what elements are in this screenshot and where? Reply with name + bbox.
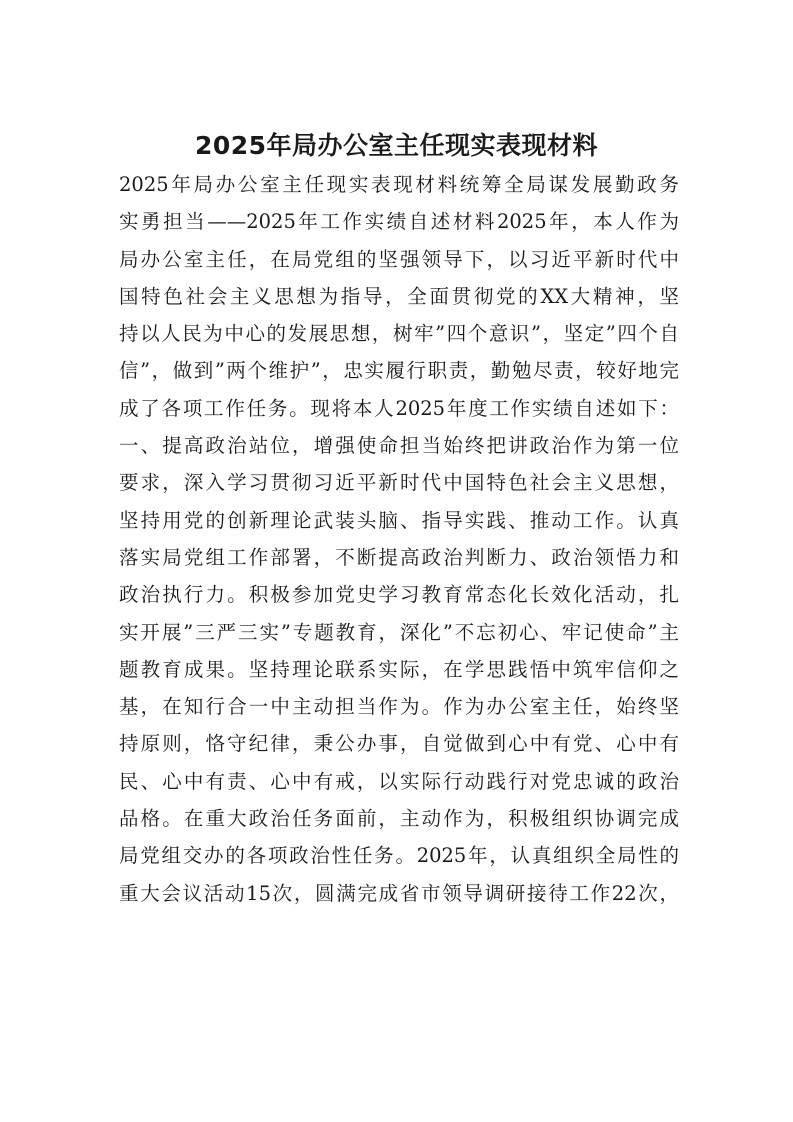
body-line-5: 持以人民为中心的发展思想，树牢”四个意识”，坚定”四个自 — [119, 322, 679, 346]
body-line-6: 信”，做到”两个维护”，忠实履行职责，勤勉尽责，较好地完 — [119, 359, 679, 383]
body-line-15: 基，在知行合一中主动担当作为。作为办公室主任，始终坚 — [119, 695, 679, 719]
body-line-8: 一、提高政治站位，增强使命担当始终把讲政治作为第一位 — [119, 434, 679, 458]
body-line-17: 民、心中有责、心中有戒，以实际行动践行对党忠诚的政治 — [119, 769, 679, 793]
body-line-11: 落实局党组工作部署，不断提高政治判断力、政治领悟力和 — [119, 545, 679, 569]
body-line-1: 2025年局办公室主任现实表现材料统筹全局谋发展勤政务 — [119, 173, 679, 196]
body-line-10: 坚持用党的创新理论武装头脑、指导实践、推动工作。认真 — [119, 508, 679, 532]
document-title: 2025年局办公室主任现实表现材料 — [194, 131, 599, 160]
body-line-14: 题教育成果。坚持理论联系实际，在学思践悟中筑牢信仰之 — [119, 657, 679, 681]
body-line-19: 局党组交办的各项政治性任务。2025年，认真组织全局性的 — [119, 844, 679, 868]
body-line-3: 局办公室主任，在局党组的坚强领导下，以习近平新时代中 — [119, 247, 679, 271]
body-line-18: 品格。在重大政治任务面前，主动作为，积极组织协调完成 — [119, 807, 679, 831]
document-body — [119, 166, 679, 912]
body-line-4: 国特色社会主义思想为指导，全面贯彻党的XX大精神，坚 — [119, 284, 679, 308]
body-line-16: 持原则，恪守纪律，秉公办事，自觉做到心中有党、心中有 — [119, 732, 679, 756]
body-line-2: 实勇担当——2025年工作实绩自述材料2025年，本人作为 — [119, 210, 679, 234]
body-line-20: 重大会议活动15次，圆满完成省市领导调研接待工作22次， — [119, 881, 679, 905]
body-line-13: 实开展”三严三实”专题教育，深化”不忘初心、牢记使命”主 — [119, 620, 679, 644]
body-line-12: 政治执行力。积极参加党史学习教育常态化长效化活动，扎 — [119, 583, 679, 607]
body-line-7: 成了各项工作任务。现将本人2025年度工作实绩自述如下： — [119, 396, 679, 420]
body-line-9: 要求，深入学习贯彻习近平新时代中国特色社会主义思想， — [119, 471, 679, 495]
